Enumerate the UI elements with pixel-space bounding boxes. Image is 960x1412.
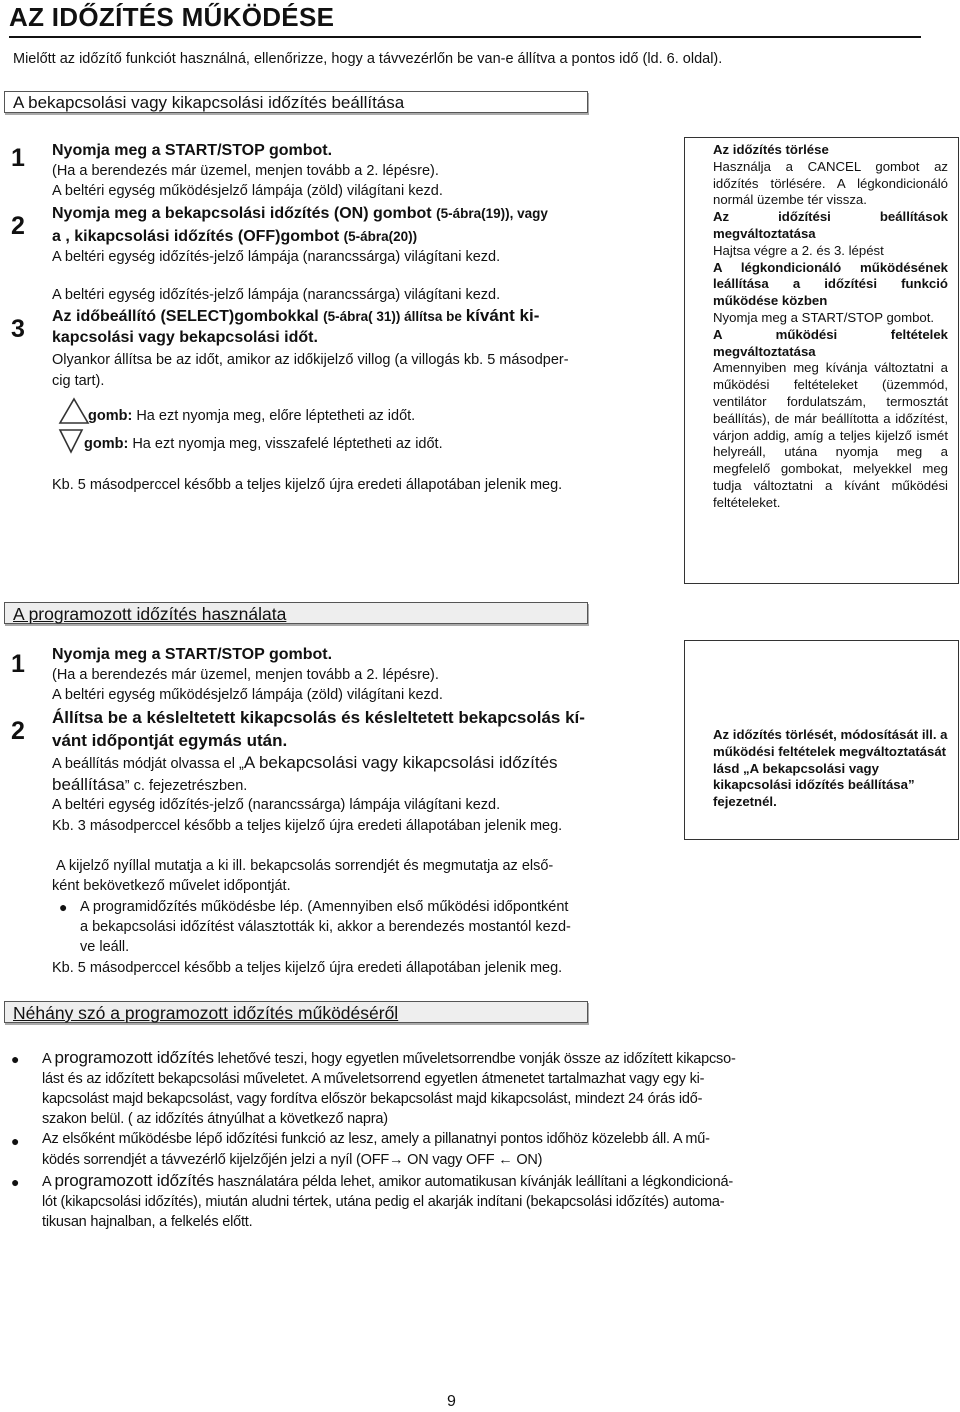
step-number: 2 [11, 717, 25, 745]
paragraph-part: lehetővé teszi, hogy egyetlen műveletsorrendbe vonják össze az időzített kikapcso- [213, 1051, 736, 1067]
step-text: (Ha a berendezés már üzemel, menjen tovább a 2. lépésre). [52, 163, 439, 179]
step-title-part: állítsa be [404, 309, 466, 324]
after-text: Kb. 5 másodperccel később a teljes kijelző újra eredeti állapotában jelenik meg. [52, 960, 563, 976]
sidebox-heading: A működési feltételek megváltoztatása [713, 326, 948, 359]
sidebox-text: Amennyiben meg kívánja változtatni a működési feltételeket (üzemmód, ventilátor fordulatszám, termosztát beállítás), de már beállította a időzítést, várjon addig, amíg a teljes kijelző ismét helyreáll, utána nyomja meg a megfelelő gombokat, melyekkel meg tudja változtatni a kívánt működési feltételeket. [713, 360, 948, 510]
sidebox-text: Használja a CANCEL gombot az időzítés törlésére. A légkondicionáló normál üzembe tér vissza. [713, 158, 948, 208]
bullet-text: a bekapcsolási időzítést választották ki, akkor a berendezés mostantól kezd- [80, 919, 571, 935]
section-heading-about-programmed [4, 1001, 588, 1023]
bullet-dot: ● [11, 1051, 20, 1067]
step-number: 1 [11, 144, 25, 172]
sidebox-heading: Az időzítés törlése [713, 142, 829, 157]
section-heading-label: Néhány szó a programozott időzítés működéséről [13, 1003, 399, 1023]
paragraph-line: tikusan hajnalban, a felkelés előtt. [42, 1214, 253, 1230]
bullet-text: ve leáll. [80, 939, 130, 955]
paragraph-line: Az elsőként működésbe lépő időzítési funkció az lesz, amely a pillanatnyi pontos időhöz közelebb áll. A mű- [42, 1131, 710, 1147]
step-text-part: A beállítás módját olvassa el „ [52, 756, 244, 772]
step-title-part: a , kikapcsolási időzítés (OFF)gombot [52, 228, 344, 245]
sidebox-text: Hajtsa végre a 2. és 3. lépést [713, 242, 884, 258]
step-text: A beltéri egység időzítés-jelző lámpája (narancssárga) világítani kezd. [52, 287, 501, 303]
step-number: 2 [11, 212, 25, 240]
sidebox-heading: A légkondicionáló működésének leállítása a időzítési funkció működése közben [713, 259, 948, 309]
figure-ref: (5-ábra(20)) [343, 229, 418, 244]
step-text: A beltéri egység működésjelző lámpája (zöld) világítani kezd. [52, 183, 443, 199]
sidebox-text: Az időzítés törlését, módosítását ill. a működési feltételek megváltoztatását lásd „A bekapcsolási vagy kikapcsolási időzítés beállítása” fejezetnél. [713, 727, 948, 810]
paragraph-line: lót (kikapcsolási időzítés), miután aludni tértek, utána pedig el akarják indítani (bekapcsolási időzítés) automa- [42, 1194, 725, 1210]
down-button-text: Ha ezt nyomja meg, visszafelé léptetheti az időt. [128, 436, 443, 452]
step-title-part: Nyomja meg a bekapcsolási időzítés (ON) gombot [52, 205, 437, 222]
paragraph-line [42, 1048, 736, 1068]
step-title [52, 306, 539, 326]
step-title-part: kívánt ki- [465, 306, 540, 325]
section-heading-label: A bekapcsolási vagy kikapcsolási időzítés beállítása [13, 93, 405, 112]
bullet-dot: ● [59, 899, 68, 915]
up-button-description [88, 408, 415, 424]
term: programozott időzítés [54, 1048, 214, 1067]
step-text-part: ” c. fejezetrészben. [124, 778, 248, 794]
paragraph-part: használatára példa lehet, amikor automatikusan kívánják leállítani a légkondicioná- [213, 1174, 733, 1190]
paragraph-line: szakon belül. ( az időzítés átnyúlhat a következő napra) [42, 1111, 388, 1127]
intro-text: Mielőtt az időzítő funkciót használná, ellenőrizze, hogy a távvezérlőn be van-e állítva a pontos idő (ld. 6. oldal). [13, 51, 723, 67]
up-button-text: Ha ezt nyomja meg, előre léptetheti az időt. [132, 408, 416, 424]
step-title-part: Az időbeállító (SELECT)gombokkal [52, 308, 324, 325]
figure-ref: (5-ábra( 31)) [323, 309, 405, 324]
chapter-ref: beállítása [52, 775, 125, 794]
step-title: Nyomja meg a START/STOP gombot. [52, 142, 333, 159]
paragraph-line: lást és az időzített bekapcsolási műveletet. A műveletsorrend egyetlen átmenetet tartalmazhat vagy egy ki- [42, 1071, 705, 1087]
sidebox-programmed-notes [684, 640, 959, 840]
step-text: Kb. 3 másodperccel később a teljes kijelző újra eredeti állapotában jelenik meg. [52, 818, 563, 834]
chapter-ref: A bekapcsolási vagy kikapcsolási időzítés [243, 753, 558, 772]
step-title: Nyomja meg a START/STOP gombot. [52, 646, 333, 663]
up-button-label: gomb: [88, 408, 133, 424]
step-title: Állítsa be a késleltetett kikapcsolás és késleltetett bekapcsolás kí- [52, 708, 585, 727]
down-arrow-icon [58, 428, 84, 454]
section-heading-programmed-timer [4, 602, 588, 624]
page-title: AZ IDŐZÍTÉS MŰKÖDÉSE [9, 2, 335, 32]
term: programozott időzítés [54, 1171, 214, 1190]
figure-ref: (5-ábra(19)), vagy [436, 206, 548, 221]
paragraph-line [42, 1171, 733, 1191]
bullet-dot: ● [11, 1174, 20, 1190]
step-title [52, 228, 417, 246]
step-title: kapcsolási vagy bekapcsolási időt. [52, 329, 318, 346]
sidebox-heading: Az időzítési beállítások megváltoztatása [713, 209, 948, 241]
section-heading-timer-setting [4, 91, 588, 113]
step-text: A beltéri egység működésjelző lámpája (zöld) világítani kezd. [52, 687, 443, 703]
after-text: ként bekövetkező művelet időpontját. [52, 878, 291, 894]
up-arrow-icon [58, 397, 90, 425]
step-title: vánt időpontját egymás után. [52, 731, 288, 750]
page-number: 9 [447, 1393, 456, 1410]
step-text: A beltéri egység időzítés-jelző (narancssárga) lámpája világítani kezd. [52, 797, 501, 813]
down-button-label: gomb: [84, 436, 129, 452]
after-text: A kijelző nyíllal mutatja a ki ill. bekapcsolás sorrendjét és megmutatja az első- [56, 858, 554, 874]
step-text [52, 775, 247, 795]
sidebox-timer-notes [684, 137, 959, 584]
step-text: cig tart). [52, 373, 105, 389]
sidebox-text: Nyomja meg a START/STOP gombot. [713, 309, 935, 325]
step-text: A beltéri egység időzítés-jelző lámpája (narancssárga) világítani kezd. [52, 249, 501, 265]
title-divider [9, 36, 921, 38]
down-button-description [84, 436, 443, 452]
step-number: 1 [11, 650, 25, 678]
step-number: 3 [11, 315, 25, 343]
step-text: Kb. 5 másodperccel később a teljes kijelző újra eredeti állapotában jelenik meg. [52, 477, 563, 493]
step-title [52, 205, 548, 223]
paragraph-line: ködés sorrendjét a távvezérlő kijelzőjén jelzi a nyíl (OFF→ ON vagy OFF ← ON) [42, 1152, 543, 1168]
paragraph-part: A [42, 1174, 55, 1190]
step-text [52, 753, 558, 773]
bullet-dot: ● [11, 1133, 20, 1149]
step-text: (Ha a berendezés már üzemel, menjen tovább a 2. lépésre). [52, 667, 439, 683]
paragraph-line: kapcsolást majd bekapcsolást, vagy fordítva először bekapcsolást majd kikapcsolást, mindezt 24 órás idő- [42, 1091, 703, 1107]
bullet-text: A programidőzítés működésbe lép. (Amennyiben első működési időpontként [80, 899, 569, 915]
section-heading-label: A programozott időzítés használata [13, 604, 287, 624]
step-text: Olyankor állítsa be az időt, amikor az időkijelző villog (a villogás kb. 5 másodper- [52, 352, 569, 368]
paragraph-part: A [42, 1051, 55, 1067]
